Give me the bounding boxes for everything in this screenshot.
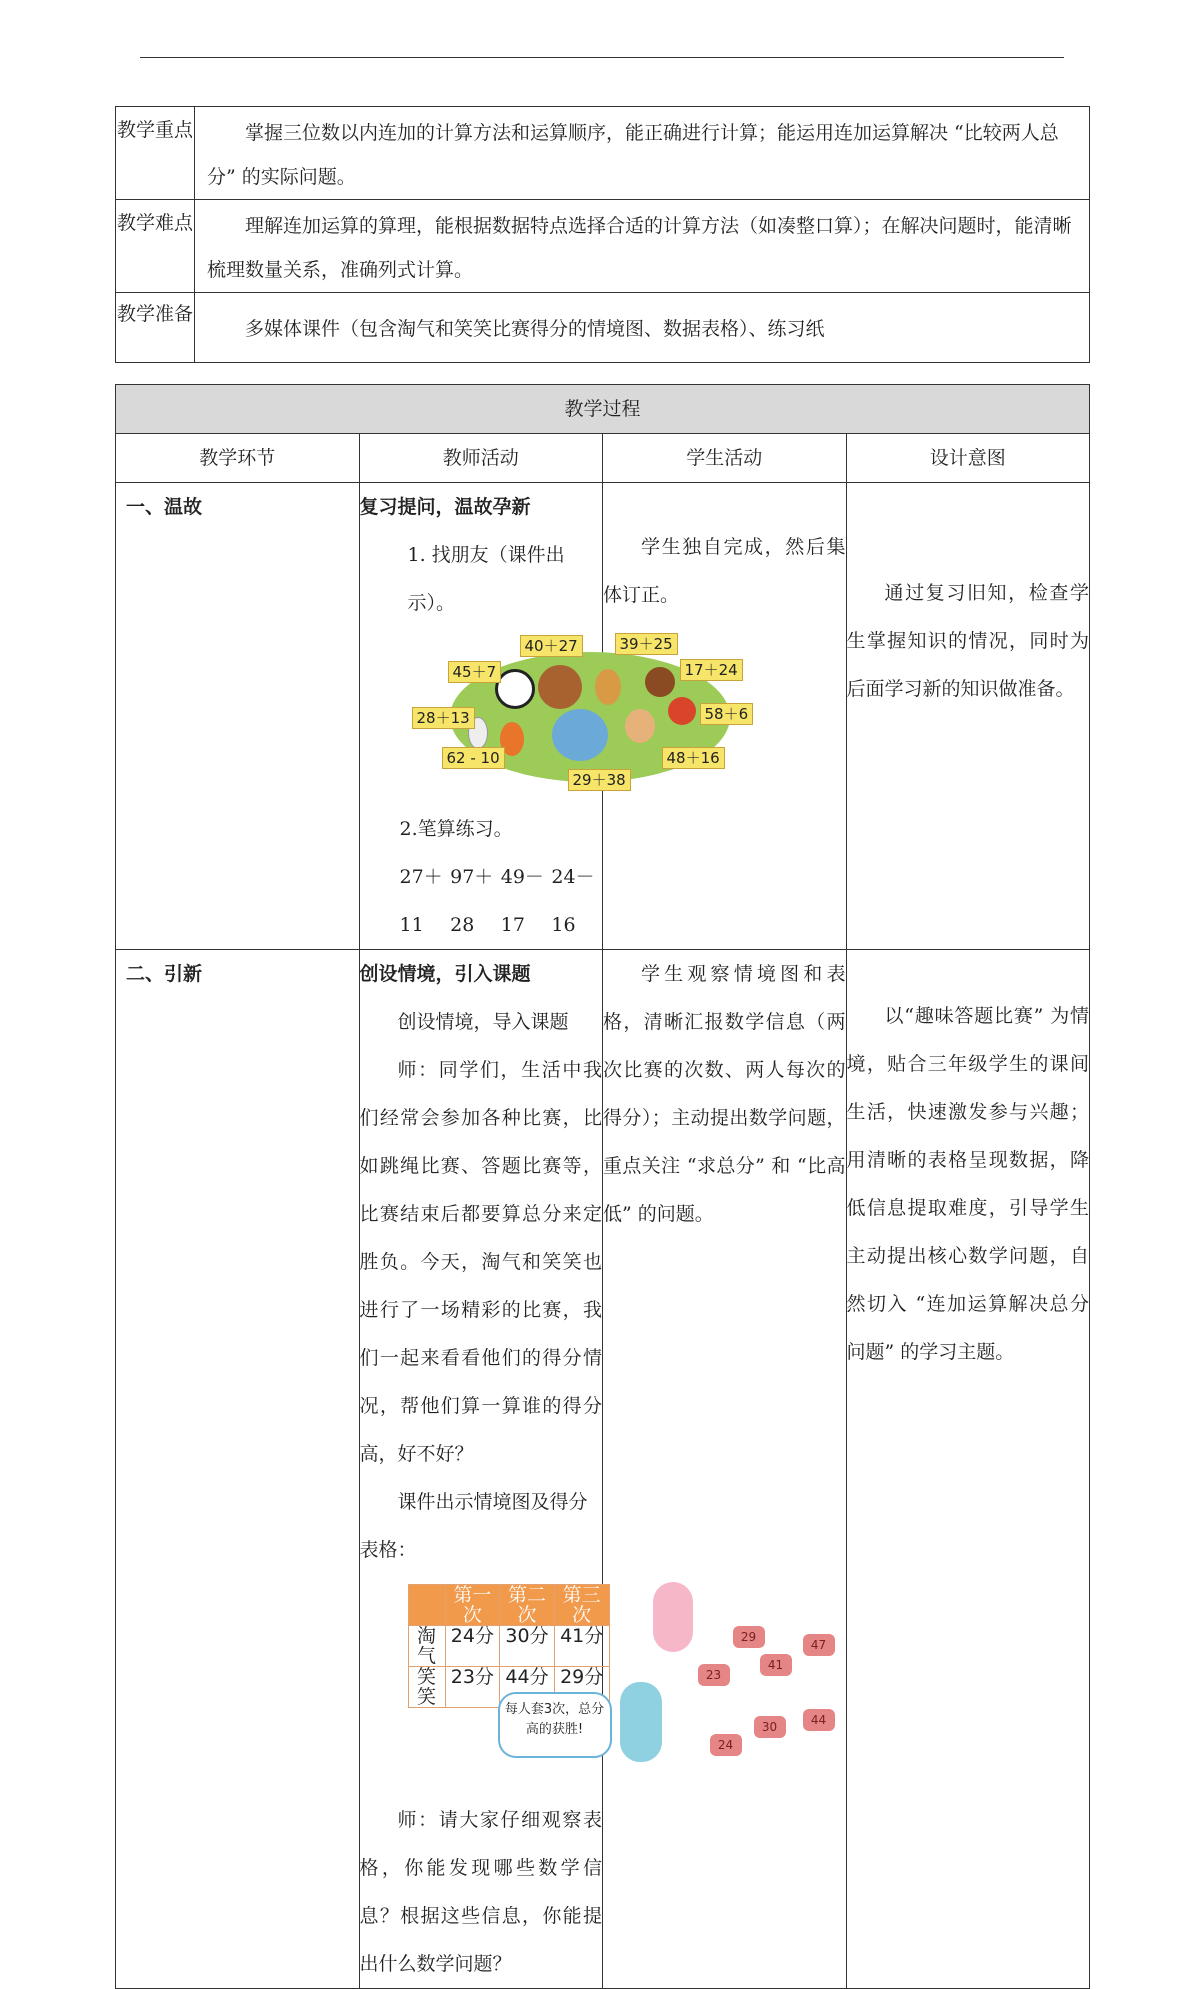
expr-tag: 29＋38 bbox=[568, 769, 631, 791]
label-key-point: 教学重点 bbox=[116, 107, 195, 200]
dog-icon bbox=[625, 709, 655, 743]
score-scene bbox=[408, 1574, 878, 1796]
score-cell: 笑笑 bbox=[408, 1667, 445, 1708]
pedestal: 41 bbox=[760, 1654, 792, 1676]
score-cell: 44分 bbox=[500, 1667, 555, 1708]
score-table bbox=[408, 1584, 610, 1708]
calc-item: 27＋11 bbox=[399, 866, 443, 936]
heading-new: 创设情境，引入课题 bbox=[359, 963, 531, 985]
calc-item: 24－16 bbox=[551, 866, 595, 936]
student-activity-new: 学生观察情境图和表格，清晰汇报数学信息（两次比赛的次数、两人每次的得分）；主动提出数学问题，重点关注 “求总分” 和 “比高低” 的问题。 bbox=[603, 950, 847, 1989]
intent-new: 以“趣味答题比赛” 为情境，贴合三年级学生的课间生活，快速激发参与兴趣；用清晰的表格呈现数据，降低信息提取难度，引导学生主动提出核心数学问题，自然切入 “连加运算解决总分问题” 的学习主题。 bbox=[846, 950, 1090, 1989]
score-head: 第三次 bbox=[554, 1585, 609, 1626]
score-cell: 23分 bbox=[445, 1667, 500, 1708]
boy-icon bbox=[620, 1682, 662, 1762]
stage-new: 二、引新 bbox=[116, 950, 360, 1989]
score-cell: 41分 bbox=[554, 1626, 609, 1667]
para-show-scene: 课件出示情境图及得分表格： bbox=[359, 1491, 588, 1561]
expr-tag: 28＋13 bbox=[412, 707, 475, 729]
intent-review: 通过复习旧知，检查学生掌握知识的情况，同时为后面学习新的知识做准备。 bbox=[846, 483, 1090, 950]
pedestal: 29 bbox=[733, 1626, 765, 1648]
score-head: 第一次 bbox=[445, 1585, 500, 1626]
header-table bbox=[115, 106, 1090, 363]
find-friends-illustration bbox=[400, 627, 780, 805]
calc-item: 97＋28 bbox=[450, 866, 494, 936]
calc-row bbox=[360, 853, 603, 949]
pedestal: 23 bbox=[698, 1664, 730, 1686]
expr-tag: 62 - 10 bbox=[442, 747, 505, 769]
monkey-icon bbox=[645, 667, 675, 697]
col-student: 学生活动 bbox=[603, 434, 847, 483]
stage-review: 一、温故 bbox=[116, 483, 360, 950]
score-cell: 淘气 bbox=[408, 1626, 445, 1667]
expr-tag: 58＋6 bbox=[700, 703, 754, 725]
score-cell: 29分 bbox=[554, 1667, 609, 1708]
score-head bbox=[408, 1585, 445, 1626]
label-difficulty: 教学难点 bbox=[116, 200, 195, 293]
para-teacher-speech: 师：同学们，生活中我们经常会参加各种比赛，比如跳绳比赛、答题比赛等，比赛结束后都要算总分来定胜负。今天，淘气和笑笑也进行了一场精彩的比赛，我们一起来看看他们的得分情况，帮他们算一算谁的得分高，好不好？ bbox=[359, 1059, 602, 1465]
process-table bbox=[115, 384, 1090, 1989]
deer-icon bbox=[595, 669, 621, 705]
expr-tag: 39＋25 bbox=[615, 633, 678, 655]
score-head: 第二次 bbox=[500, 1585, 555, 1626]
pedestal: 47 bbox=[803, 1634, 835, 1656]
item-find-friends: 1. 找朋友（课件出示）。 bbox=[407, 544, 565, 614]
heading-review: 复习提问，温故孕新 bbox=[359, 496, 531, 518]
expr-tag: 48＋16 bbox=[662, 747, 725, 769]
para-observe: 师：请大家仔细观察表格，你能发现哪些数学信息？根据这些信息，你能提出什么数学问题？ bbox=[359, 1809, 602, 1975]
text-key-point: 掌握三位数以内连加的计算方法和运算顺序，能正确进行计算；能运用连加运算解决 “比较两人总分” 的实际问题。 bbox=[195, 107, 1090, 200]
speech-bubble: 每人套3次，总分高的获胜! bbox=[498, 1692, 612, 1758]
text-preparation: 多媒体课件（包含淘气和笑笑比赛得分的情境图、数据表格）、练习纸 bbox=[195, 293, 1090, 363]
girl-icon bbox=[653, 1582, 693, 1652]
para-intro: 创设情境，导入课题 bbox=[397, 1011, 569, 1033]
expr-tag: 45＋7 bbox=[448, 661, 502, 683]
score-cell: 24分 bbox=[445, 1626, 500, 1667]
header-rule bbox=[140, 57, 1064, 58]
elephant-icon bbox=[552, 709, 608, 761]
label-preparation: 教学准备 bbox=[116, 293, 195, 363]
calc-item: 49－17 bbox=[500, 866, 544, 936]
student-activity-review: 学生独自完成，然后集体订正。 bbox=[603, 483, 847, 950]
score-cell: 30分 bbox=[500, 1626, 555, 1667]
col-teacher: 教师活动 bbox=[359, 434, 603, 483]
expr-tag: 17＋24 bbox=[680, 659, 743, 681]
squirrel-icon bbox=[668, 697, 696, 725]
expr-tag: 40＋27 bbox=[520, 635, 583, 657]
process-title: 教学过程 bbox=[116, 385, 1090, 434]
text-difficulty: 理解连加运算的算理，能根据数据特点选择合适的计算方法（如凑整口算）；在解决问题时，能清晰梳理数量关系，准确列式计算。 bbox=[195, 200, 1090, 293]
bear-icon bbox=[538, 665, 582, 709]
col-stage: 教学环节 bbox=[116, 434, 360, 483]
col-intent: 设计意图 bbox=[846, 434, 1090, 483]
item-written-calc: 2.笔算练习。 bbox=[399, 818, 513, 840]
pedestal: 24 bbox=[710, 1734, 742, 1756]
pedestal: 44 bbox=[803, 1709, 835, 1731]
pedestal: 30 bbox=[754, 1716, 786, 1738]
